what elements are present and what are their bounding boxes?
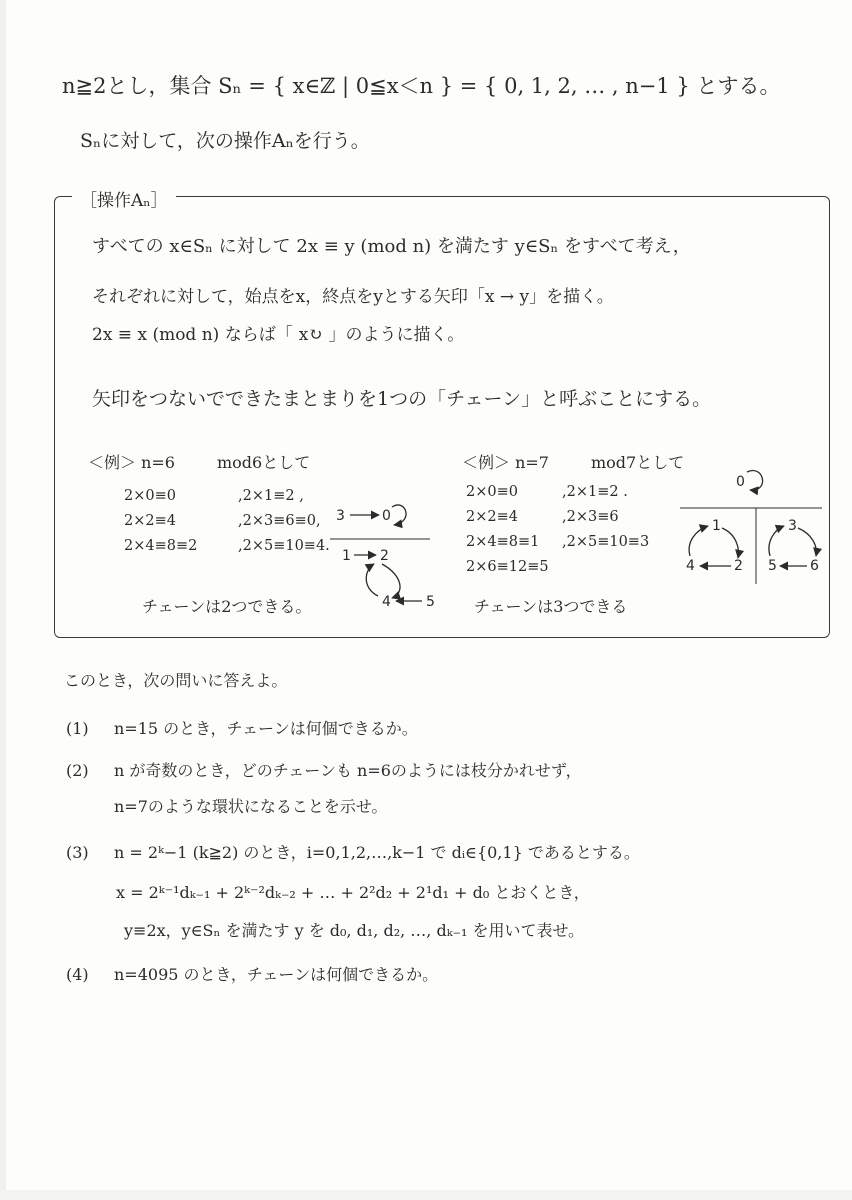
question-1	[66, 716, 418, 739]
arrow-2-to-4	[382, 564, 400, 598]
calc-cell: ,2×5≡10≡4.	[238, 538, 330, 554]
node-7-5: 5	[768, 558, 777, 574]
arrow-4-to-1-n7	[689, 526, 708, 556]
calc-cell: 2×0≡0	[466, 484, 518, 500]
operation-rule-2: それぞれに対して，始点をx，終点をyとする矢印「x → y」を描く。	[92, 287, 614, 307]
example-6-label: ＜例＞ n=6	[88, 453, 175, 472]
chain-definition: 矢印をつないでできたまとまりを1つの「チェーン」と呼ぶことにする。	[92, 388, 712, 410]
calc-cell: ,2×5≡10≡3	[562, 534, 650, 550]
example-7-chain-count: チェーンは3つできる	[474, 597, 628, 616]
calc-cell: 2×0≡0	[124, 488, 176, 504]
intro-operation-statement: Sₙに対して，次の操作Aₙを行う。	[80, 130, 370, 152]
question-3-number: (3)	[66, 843, 89, 862]
question-3-text-c: y≡2x，y∈Sₙ を満たす y を d₀, d₁, d₂, …, dₖ₋₁ を用いて表せ。	[124, 921, 584, 940]
node-7-2: 2	[734, 558, 743, 574]
example-7-calculations	[466, 484, 672, 575]
node-7-3: 3	[788, 518, 797, 534]
example-7-mod: mod7として	[590, 453, 685, 472]
question-3-text-a: n = 2ᵏ−1 (k≧2) のとき，i=0,1,2,…,k−1 で dᵢ∈{0,1} であるとする。	[114, 843, 640, 862]
arrow-3-to-6-n7	[798, 528, 816, 556]
scan-edge-left	[0, 0, 6, 1200]
operation-rule-1: すべての x∈Sₙ に対して 2x ≡ y (mod n) を満たす y∈Sₙ をすべて考え，	[92, 236, 691, 257]
example-7-title	[462, 450, 684, 473]
calc-cell: ,2×1≡2 .	[562, 484, 628, 500]
calc-cell: 2×4≡8≡1	[466, 534, 540, 550]
node-7-0: 0	[736, 474, 745, 490]
question-3-text-b: x = 2ᵏ⁻¹dₖ₋₁ + 2ᵏ⁻²dₖ₋₂ + … + 2²d₂ + 2¹d₁ + d₀ とおくとき，	[116, 883, 590, 902]
operation-box-title: ［操作Aₙ］	[72, 186, 176, 211]
arrow-1-to-2-n7	[722, 528, 738, 558]
arrow-4-to-2	[366, 564, 378, 596]
node-6-0: 0	[382, 508, 391, 524]
question-4	[66, 962, 438, 985]
node-6-3: 3	[336, 508, 345, 524]
question-3	[66, 840, 640, 863]
calc-cell: ,2×3≡6	[562, 509, 619, 525]
calc-cell: 2×2≡4	[124, 513, 176, 529]
example-6-title	[88, 450, 310, 473]
node-6-4: 4	[382, 594, 391, 610]
calc-cell	[562, 559, 672, 575]
question-2-number: (2)	[66, 761, 89, 780]
calc-cell: 2×6≡12≡5	[466, 559, 549, 575]
question-2-text-a: n が奇数のとき，どのチェーンも n=6のようには枝分かれせず，	[114, 761, 582, 780]
question-1-text: n=15 のとき，チェーンは何個できるか。	[114, 719, 418, 738]
node-7-1: 1	[712, 518, 721, 534]
scan-edge-bottom	[0, 1190, 852, 1200]
rule3-after: 」のように描く。	[328, 325, 465, 345]
example-6-mod: mod6として	[216, 453, 311, 472]
calc-cell: 2×4≡8≡2	[124, 538, 198, 554]
example-6-chain-count: チェーンは2つできる。	[142, 597, 312, 616]
question-4-text: n=4095 のとき，チェーンは何個できるか。	[114, 965, 439, 984]
intro-set-definition: n≧2とし，集合 Sₙ = { x∈ℤ | 0≦x＜n } = { 0, 1, 2, … , n−1 } とする。	[62, 74, 781, 98]
node-6-1: 1	[342, 548, 351, 564]
calc-cell: ,2×1≡2 ,	[238, 488, 304, 504]
example-7-diagram	[676, 458, 826, 588]
example-7-label: ＜例＞ n=7	[462, 453, 549, 472]
node-7-4: 4	[686, 558, 695, 574]
question-2	[66, 758, 582, 781]
self-loop-0	[392, 505, 406, 525]
arrow-5-to-3-n7	[769, 526, 784, 556]
operation-rule-3	[92, 320, 464, 345]
example-6-diagram	[322, 490, 452, 615]
node-7-6: 6	[810, 558, 819, 574]
rule3-before: 2x ≡ x (mod n) ならば「	[92, 325, 293, 345]
question-4-number: (4)	[66, 965, 89, 984]
node-6-5: 5	[426, 594, 435, 610]
self-loop-0-n7	[747, 471, 763, 491]
question-2-text-b: n=7のような環状になることを示せ。	[114, 797, 388, 816]
questions-intro: このとき，次の問いに答えよ。	[64, 671, 288, 690]
self-loop-notation: x↻	[298, 325, 323, 345]
calc-cell: ,2×3≡6≡0,	[238, 513, 321, 529]
calc-cell: 2×2≡4	[466, 509, 518, 525]
node-6-2: 2	[380, 548, 389, 564]
question-1-number: (1)	[66, 719, 89, 738]
